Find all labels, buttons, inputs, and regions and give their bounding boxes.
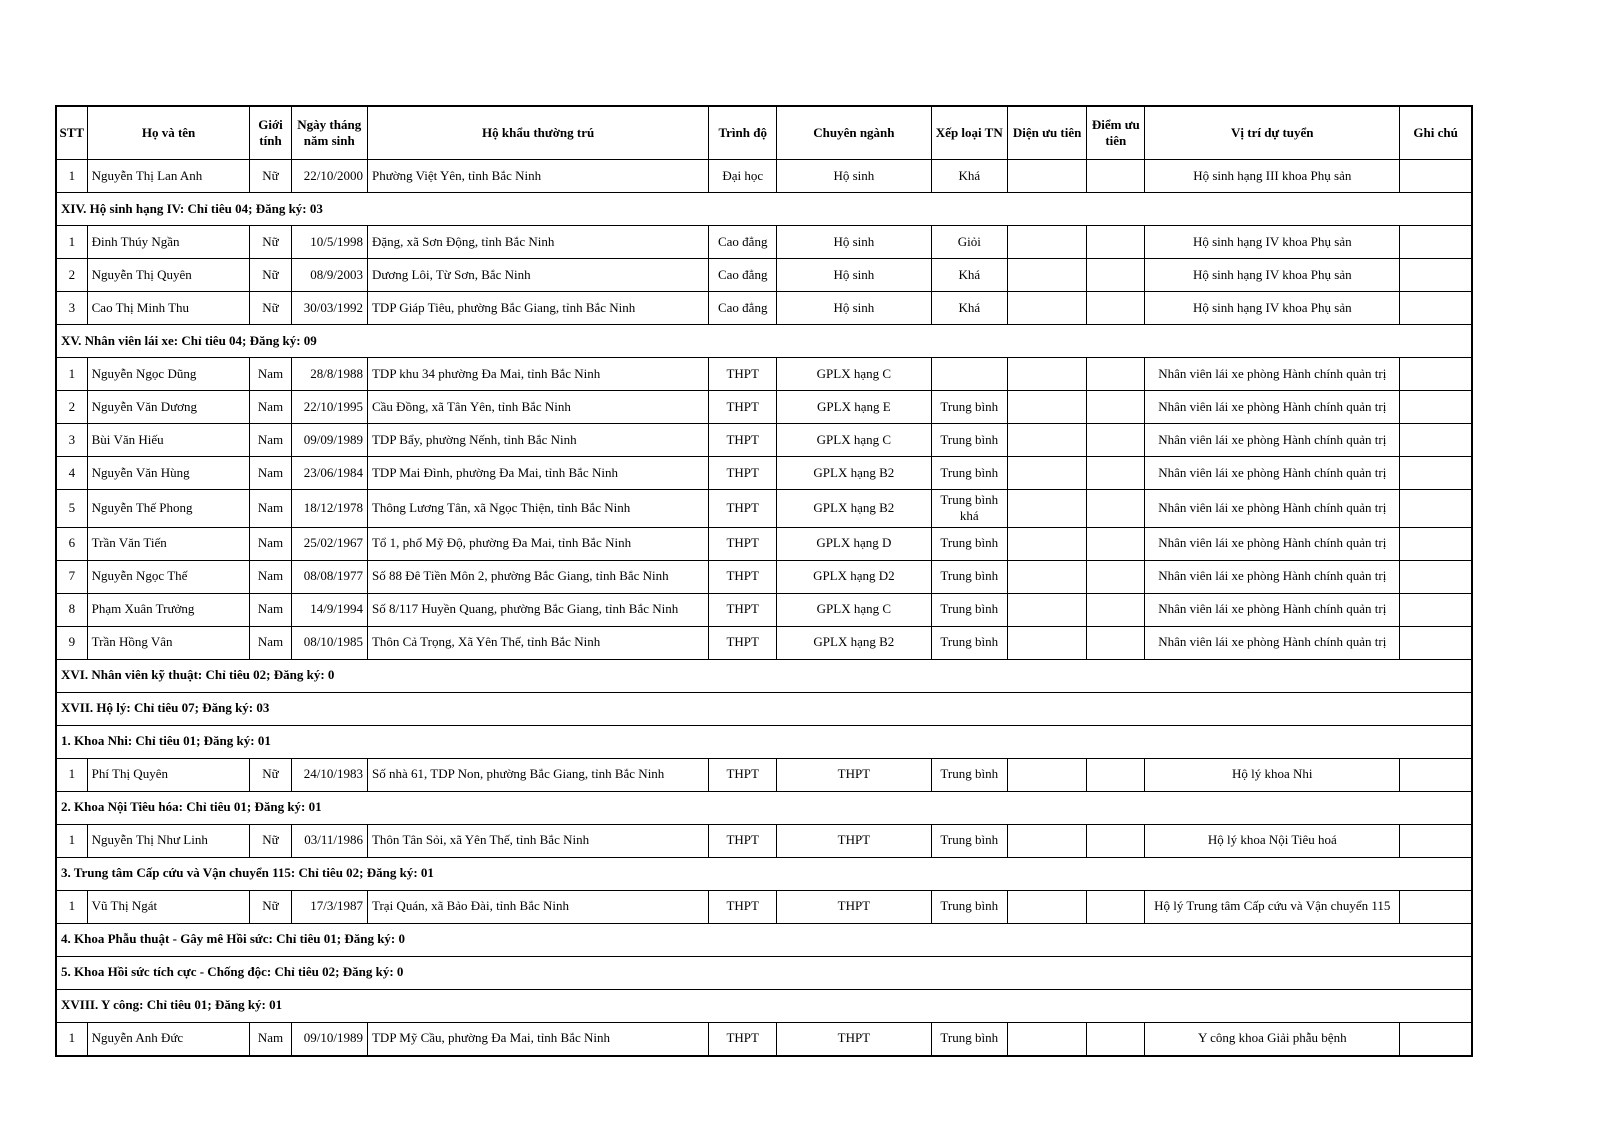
- cell-ho-va-ten: Bùi Văn Hiếu: [87, 424, 250, 457]
- cell-xep-loai-tn: [931, 358, 1007, 391]
- cell-vi-tri-du-tuyen: Nhân viên lái xe phòng Hành chính quản trị: [1145, 391, 1400, 424]
- cell-diem-uu-tien: [1087, 626, 1145, 659]
- cell-ghi-chu: [1400, 560, 1472, 593]
- cell-xep-loai-tn: Trung bình: [931, 890, 1007, 923]
- cell-ghi-chu: [1400, 758, 1472, 791]
- table-row: [56, 259, 1472, 292]
- cell-ghi-chu: [1400, 490, 1472, 528]
- cell-trinh-do: THPT: [709, 560, 777, 593]
- column-header-ngay-sinh: Ngày tháng năm sinh: [291, 106, 367, 160]
- cell-xep-loai-tn: Giỏi: [931, 226, 1007, 259]
- cell-ghi-chu: [1400, 160, 1472, 193]
- cell-gioi-tinh: Nữ: [250, 259, 291, 292]
- cell-chuyen-nganh: GPLX hạng D2: [777, 560, 931, 593]
- column-header-ghi-chu: Ghi chú: [1400, 106, 1472, 160]
- cell-dien-uu-tien: [1008, 758, 1087, 791]
- cell-stt: 1: [56, 160, 87, 193]
- column-header-vi-tri-du-tuyen: Vị trí dự tuyển: [1145, 106, 1400, 160]
- section-label: 2. Khoa Nội Tiêu hóa: Chỉ tiêu 01; Đăng ký: 01: [56, 791, 1472, 824]
- cell-chuyen-nganh: GPLX hạng C: [777, 424, 931, 457]
- cell-chuyen-nganh: Hộ sinh: [777, 292, 931, 325]
- cell-ghi-chu: [1400, 259, 1472, 292]
- table-row: [56, 424, 1472, 457]
- cell-xep-loai-tn: Trung bình: [931, 527, 1007, 560]
- cell-ngay-sinh: 24/10/1983: [291, 758, 367, 791]
- cell-ho-khau: TDP Mỹ Cầu, phường Đa Mai, tỉnh Bắc Ninh: [367, 1022, 708, 1056]
- table-row: [56, 593, 1472, 626]
- cell-ho-va-ten: Nguyễn Thị Quyên: [87, 259, 250, 292]
- cell-gioi-tinh: Nữ: [250, 890, 291, 923]
- cell-ngay-sinh: 22/10/1995: [291, 391, 367, 424]
- cell-ho-va-ten: Đinh Thúy Ngần: [87, 226, 250, 259]
- cell-vi-tri-du-tuyen: Nhân viên lái xe phòng Hành chính quản trị: [1145, 527, 1400, 560]
- table-row: [56, 824, 1472, 857]
- cell-stt: 8: [56, 593, 87, 626]
- cell-vi-tri-du-tuyen: Nhân viên lái xe phòng Hành chính quản trị: [1145, 560, 1400, 593]
- cell-xep-loai-tn: Khá: [931, 259, 1007, 292]
- cell-stt: 6: [56, 527, 87, 560]
- cell-trinh-do: THPT: [709, 490, 777, 528]
- cell-vi-tri-du-tuyen: Hộ lý khoa Nhi: [1145, 758, 1400, 791]
- cell-xep-loai-tn: Trung bình: [931, 824, 1007, 857]
- cell-ho-va-ten: Trần Văn Tiến: [87, 527, 250, 560]
- column-header-ho-va-ten: Họ và tên: [87, 106, 250, 160]
- section-row: [56, 989, 1472, 1022]
- cell-vi-tri-du-tuyen: Hộ sinh hạng IV khoa Phụ sản: [1145, 259, 1400, 292]
- cell-chuyen-nganh: GPLX hạng B2: [777, 457, 931, 490]
- cell-ho-va-ten: Phí Thị Quyên: [87, 758, 250, 791]
- cell-chuyen-nganh: THPT: [777, 890, 931, 923]
- cell-vi-tri-du-tuyen: Nhân viên lái xe phòng Hành chính quản trị: [1145, 593, 1400, 626]
- cell-trinh-do: THPT: [709, 527, 777, 560]
- cell-ngay-sinh: 03/11/1986: [291, 824, 367, 857]
- column-header-diem-uu-tien: Điểm ưu tiên: [1087, 106, 1145, 160]
- section-label: XIV. Hộ sinh hạng IV: Chỉ tiêu 04; Đăng ký: 03: [56, 193, 1472, 226]
- cell-trinh-do: THPT: [709, 457, 777, 490]
- section-row: [56, 659, 1472, 692]
- cell-ngay-sinh: 22/10/2000: [291, 160, 367, 193]
- cell-ho-khau: Đặng, xã Sơn Động, tỉnh Bắc Ninh: [367, 226, 708, 259]
- cell-gioi-tinh: Nam: [250, 593, 291, 626]
- section-label: XVI. Nhân viên kỹ thuật: Chỉ tiêu 02; Đăng ký: 0: [56, 659, 1472, 692]
- cell-gioi-tinh: Nữ: [250, 226, 291, 259]
- cell-ho-va-ten: Nguyễn Thế Phong: [87, 490, 250, 528]
- cell-trinh-do: Cao đẳng: [709, 226, 777, 259]
- cell-diem-uu-tien: [1087, 424, 1145, 457]
- table-row: [56, 226, 1472, 259]
- cell-chuyen-nganh: GPLX hạng C: [777, 593, 931, 626]
- cell-chuyen-nganh: THPT: [777, 758, 931, 791]
- cell-vi-tri-du-tuyen: Nhân viên lái xe phòng Hành chính quản trị: [1145, 490, 1400, 528]
- cell-ho-va-ten: Nguyễn Ngọc Dũng: [87, 358, 250, 391]
- header-row: [56, 106, 1472, 160]
- cell-vi-tri-du-tuyen: Nhân viên lái xe phòng Hành chính quản trị: [1145, 358, 1400, 391]
- table-row: [56, 890, 1472, 923]
- cell-dien-uu-tien: [1008, 358, 1087, 391]
- table-row: [56, 626, 1472, 659]
- section-row: [56, 692, 1472, 725]
- cell-chuyen-nganh: GPLX hạng B2: [777, 626, 931, 659]
- section-label: 4. Khoa Phẫu thuật - Gây mê Hồi sức: Chỉ tiêu 01; Đăng ký: 0: [56, 923, 1472, 956]
- cell-ho-va-ten: Phạm Xuân Trưởng: [87, 593, 250, 626]
- cell-dien-uu-tien: [1008, 391, 1087, 424]
- cell-dien-uu-tien: [1008, 457, 1087, 490]
- cell-dien-uu-tien: [1008, 292, 1087, 325]
- section-label: 1. Khoa Nhi: Chỉ tiêu 01; Đăng ký: 01: [56, 725, 1472, 758]
- cell-ghi-chu: [1400, 457, 1472, 490]
- cell-diem-uu-tien: [1087, 490, 1145, 528]
- cell-dien-uu-tien: [1008, 160, 1087, 193]
- cell-ghi-chu: [1400, 226, 1472, 259]
- cell-ho-khau: Phường Việt Yên, tỉnh Bắc Ninh: [367, 160, 708, 193]
- cell-ho-khau: Thôn Cả Trọng, Xã Yên Thế, tỉnh Bắc Ninh: [367, 626, 708, 659]
- cell-ho-va-ten: Nguyễn Văn Hùng: [87, 457, 250, 490]
- cell-dien-uu-tien: [1008, 490, 1087, 528]
- cell-trinh-do: THPT: [709, 890, 777, 923]
- cell-diem-uu-tien: [1087, 226, 1145, 259]
- cell-xep-loai-tn: Khá: [931, 292, 1007, 325]
- cell-vi-tri-du-tuyen: Nhân viên lái xe phòng Hành chính quản trị: [1145, 457, 1400, 490]
- cell-dien-uu-tien: [1008, 824, 1087, 857]
- cell-chuyen-nganh: GPLX hạng D: [777, 527, 931, 560]
- cell-trinh-do: THPT: [709, 824, 777, 857]
- cell-ho-khau: TDP Mai Đình, phường Đa Mai, tỉnh Bắc Ninh: [367, 457, 708, 490]
- cell-diem-uu-tien: [1087, 560, 1145, 593]
- cell-vi-tri-du-tuyen: Y công khoa Giải phẫu bệnh: [1145, 1022, 1400, 1056]
- cell-gioi-tinh: Nam: [250, 490, 291, 528]
- cell-stt: 7: [56, 560, 87, 593]
- cell-diem-uu-tien: [1087, 527, 1145, 560]
- cell-chuyen-nganh: THPT: [777, 1022, 931, 1056]
- cell-vi-tri-du-tuyen: Hộ sinh hạng III khoa Phụ sản: [1145, 160, 1400, 193]
- cell-ghi-chu: [1400, 593, 1472, 626]
- cell-trinh-do: THPT: [709, 424, 777, 457]
- section-label: XVIII. Y công: Chỉ tiêu 01; Đăng ký: 01: [56, 989, 1472, 1022]
- cell-stt: 1: [56, 226, 87, 259]
- cell-diem-uu-tien: [1087, 890, 1145, 923]
- cell-dien-uu-tien: [1008, 890, 1087, 923]
- cell-ngay-sinh: 14/9/1994: [291, 593, 367, 626]
- column-header-ho-khau: Hộ khẩu thường trú: [367, 106, 708, 160]
- column-header-chuyen-nganh: Chuyên ngành: [777, 106, 931, 160]
- section-row: [56, 923, 1472, 956]
- cell-ngay-sinh: 09/09/1989: [291, 424, 367, 457]
- cell-dien-uu-tien: [1008, 560, 1087, 593]
- section-label: 3. Trung tâm Cấp cứu và Vận chuyển 115: Chỉ tiêu 02; Đăng ký: 01: [56, 857, 1472, 890]
- cell-ho-khau: Trại Quán, xã Bảo Đài, tỉnh Bắc Ninh: [367, 890, 708, 923]
- section-row: [56, 325, 1472, 358]
- cell-trinh-do: Đại học: [709, 160, 777, 193]
- cell-ho-va-ten: Nguyễn Ngọc Thế: [87, 560, 250, 593]
- section-label: XV. Nhân viên lái xe: Chỉ tiêu 04; Đăng ký: 09: [56, 325, 1472, 358]
- cell-gioi-tinh: Nữ: [250, 824, 291, 857]
- cell-stt: 2: [56, 259, 87, 292]
- section-row: [56, 193, 1472, 226]
- cell-xep-loai-tn: Khá: [931, 160, 1007, 193]
- cell-ghi-chu: [1400, 1022, 1472, 1056]
- cell-diem-uu-tien: [1087, 160, 1145, 193]
- recruitment-table: [55, 105, 1473, 1057]
- section-label: 5. Khoa Hồi sức tích cực - Chống độc: Chỉ tiêu 02; Đăng ký: 0: [56, 956, 1472, 989]
- cell-trinh-do: Cao đẳng: [709, 292, 777, 325]
- cell-ho-va-ten: Nguyễn Thị Lan Anh: [87, 160, 250, 193]
- table-row: [56, 160, 1472, 193]
- cell-diem-uu-tien: [1087, 758, 1145, 791]
- cell-stt: 5: [56, 490, 87, 528]
- cell-ho-khau: Thôn Tân Sỏi, xã Yên Thế, tỉnh Bắc Ninh: [367, 824, 708, 857]
- cell-xep-loai-tn: Trung bình: [931, 1022, 1007, 1056]
- cell-xep-loai-tn: Trung bình: [931, 758, 1007, 791]
- cell-dien-uu-tien: [1008, 593, 1087, 626]
- cell-dien-uu-tien: [1008, 259, 1087, 292]
- cell-diem-uu-tien: [1087, 292, 1145, 325]
- cell-chuyen-nganh: Hộ sinh: [777, 259, 931, 292]
- table-row: [56, 490, 1472, 528]
- cell-trinh-do: THPT: [709, 626, 777, 659]
- cell-stt: 4: [56, 457, 87, 490]
- cell-ghi-chu: [1400, 391, 1472, 424]
- cell-diem-uu-tien: [1087, 391, 1145, 424]
- cell-gioi-tinh: Nam: [250, 560, 291, 593]
- cell-ngay-sinh: 30/03/1992: [291, 292, 367, 325]
- cell-trinh-do: THPT: [709, 391, 777, 424]
- cell-chuyen-nganh: Hộ sinh: [777, 160, 931, 193]
- cell-ho-khau: Thông Lương Tân, xã Ngọc Thiện, tỉnh Bắc Ninh: [367, 490, 708, 528]
- cell-chuyen-nganh: GPLX hạng C: [777, 358, 931, 391]
- cell-xep-loai-tn: Trung bình: [931, 560, 1007, 593]
- cell-ho-khau: Số 88 Đê Tiền Môn 2, phường Bắc Giang, tỉnh Bắc Ninh: [367, 560, 708, 593]
- cell-gioi-tinh: Nam: [250, 424, 291, 457]
- cell-dien-uu-tien: [1008, 626, 1087, 659]
- cell-ho-va-ten: Nguyễn Văn Dương: [87, 391, 250, 424]
- cell-trinh-do: THPT: [709, 758, 777, 791]
- cell-xep-loai-tn: Trung bình: [931, 391, 1007, 424]
- cell-ngay-sinh: 08/9/2003: [291, 259, 367, 292]
- cell-gioi-tinh: Nữ: [250, 160, 291, 193]
- cell-diem-uu-tien: [1087, 259, 1145, 292]
- cell-ngay-sinh: 08/10/1985: [291, 626, 367, 659]
- cell-ho-va-ten: Trần Hồng Vân: [87, 626, 250, 659]
- cell-vi-tri-du-tuyen: Hộ lý Trung tâm Cấp cứu và Vận chuyển 115: [1145, 890, 1400, 923]
- cell-gioi-tinh: Nam: [250, 626, 291, 659]
- cell-trinh-do: Cao đẳng: [709, 259, 777, 292]
- section-row: [56, 956, 1472, 989]
- section-row: [56, 791, 1472, 824]
- cell-stt: 2: [56, 391, 87, 424]
- cell-ngay-sinh: 25/02/1967: [291, 527, 367, 560]
- cell-vi-tri-du-tuyen: Hộ sinh hạng IV khoa Phụ sản: [1145, 292, 1400, 325]
- cell-vi-tri-du-tuyen: Nhân viên lái xe phòng Hành chính quản trị: [1145, 626, 1400, 659]
- section-row: [56, 857, 1472, 890]
- cell-gioi-tinh: Nam: [250, 1022, 291, 1056]
- cell-stt: 1: [56, 824, 87, 857]
- cell-dien-uu-tien: [1008, 226, 1087, 259]
- cell-ho-va-ten: Cao Thị Minh Thu: [87, 292, 250, 325]
- cell-xep-loai-tn: Trung bình: [931, 424, 1007, 457]
- cell-ho-va-ten: Nguyễn Anh Đức: [87, 1022, 250, 1056]
- cell-chuyen-nganh: GPLX hạng E: [777, 391, 931, 424]
- cell-stt: 1: [56, 1022, 87, 1056]
- cell-gioi-tinh: Nam: [250, 457, 291, 490]
- cell-diem-uu-tien: [1087, 1022, 1145, 1056]
- table-row: [56, 292, 1472, 325]
- table-header: [56, 106, 1472, 160]
- cell-stt: 1: [56, 890, 87, 923]
- cell-ho-khau: Dương Lôi, Từ Sơn, Bắc Ninh: [367, 259, 708, 292]
- cell-ho-khau: Số nhà 61, TDP Non, phường Bắc Giang, tỉnh Bắc Ninh: [367, 758, 708, 791]
- cell-dien-uu-tien: [1008, 1022, 1087, 1056]
- cell-ho-va-ten: Nguyễn Thị Như Linh: [87, 824, 250, 857]
- cell-diem-uu-tien: [1087, 824, 1145, 857]
- cell-xep-loai-tn: Trung bình: [931, 593, 1007, 626]
- cell-ngay-sinh: 09/10/1989: [291, 1022, 367, 1056]
- cell-xep-loai-tn: Trung bình: [931, 626, 1007, 659]
- cell-stt: 3: [56, 292, 87, 325]
- cell-vi-tri-du-tuyen: Nhân viên lái xe phòng Hành chính quản trị: [1145, 424, 1400, 457]
- table-row: [56, 457, 1472, 490]
- cell-ho-khau: TDP khu 34 phường Đa Mai, tỉnh Bắc Ninh: [367, 358, 708, 391]
- table-row: [56, 758, 1472, 791]
- section-row: [56, 725, 1472, 758]
- cell-ghi-chu: [1400, 824, 1472, 857]
- cell-xep-loai-tn: Trung bình khá: [931, 490, 1007, 528]
- table-row: [56, 527, 1472, 560]
- cell-chuyen-nganh: Hộ sinh: [777, 226, 931, 259]
- table-row: [56, 1022, 1472, 1056]
- table-row: [56, 560, 1472, 593]
- cell-ngay-sinh: 17/3/1987: [291, 890, 367, 923]
- column-header-gioi-tinh: Giới tính: [250, 106, 291, 160]
- cell-gioi-tinh: Nam: [250, 358, 291, 391]
- column-header-xep-loai-tn: Xếp loại TN: [931, 106, 1007, 160]
- table-body: [56, 160, 1472, 1056]
- cell-gioi-tinh: Nữ: [250, 758, 291, 791]
- cell-trinh-do: THPT: [709, 1022, 777, 1056]
- cell-ho-khau: TDP Giáp Tiêu, phường Bắc Giang, tỉnh Bắc Ninh: [367, 292, 708, 325]
- column-header-trinh-do: Trình độ: [709, 106, 777, 160]
- column-header-stt: STT: [56, 106, 87, 160]
- cell-ghi-chu: [1400, 292, 1472, 325]
- cell-ho-khau: Số 8/117 Huyền Quang, phường Bắc Giang, tỉnh Bắc Ninh: [367, 593, 708, 626]
- cell-ngay-sinh: 10/5/1998: [291, 226, 367, 259]
- cell-xep-loai-tn: Trung bình: [931, 457, 1007, 490]
- cell-stt: 9: [56, 626, 87, 659]
- cell-dien-uu-tien: [1008, 527, 1087, 560]
- cell-vi-tri-du-tuyen: Hộ lý khoa Nội Tiêu hoá: [1145, 824, 1400, 857]
- cell-ho-va-ten: Vũ Thị Ngát: [87, 890, 250, 923]
- cell-trinh-do: THPT: [709, 358, 777, 391]
- cell-ngay-sinh: 28/8/1988: [291, 358, 367, 391]
- column-header-dien-uu-tien: Diện ưu tiên: [1008, 106, 1087, 160]
- cell-gioi-tinh: Nam: [250, 527, 291, 560]
- cell-vi-tri-du-tuyen: Hộ sinh hạng IV khoa Phụ sản: [1145, 226, 1400, 259]
- cell-gioi-tinh: Nữ: [250, 292, 291, 325]
- cell-ghi-chu: [1400, 626, 1472, 659]
- cell-chuyen-nganh: GPLX hạng B2: [777, 490, 931, 528]
- cell-diem-uu-tien: [1087, 358, 1145, 391]
- section-label: XVII. Hộ lý: Chỉ tiêu 07; Đăng ký: 03: [56, 692, 1472, 725]
- cell-dien-uu-tien: [1008, 424, 1087, 457]
- cell-diem-uu-tien: [1087, 593, 1145, 626]
- cell-chuyen-nganh: THPT: [777, 824, 931, 857]
- cell-ghi-chu: [1400, 424, 1472, 457]
- cell-stt: 1: [56, 358, 87, 391]
- cell-stt: 3: [56, 424, 87, 457]
- cell-gioi-tinh: Nam: [250, 391, 291, 424]
- cell-diem-uu-tien: [1087, 457, 1145, 490]
- cell-stt: 1: [56, 758, 87, 791]
- table-row: [56, 358, 1472, 391]
- cell-ho-khau: Tổ 1, phố Mỹ Độ, phường Đa Mai, tỉnh Bắc Ninh: [367, 527, 708, 560]
- cell-ghi-chu: [1400, 527, 1472, 560]
- cell-ghi-chu: [1400, 890, 1472, 923]
- cell-ghi-chu: [1400, 358, 1472, 391]
- cell-ho-khau: TDP Bẩy, phường Nếnh, tỉnh Bắc Ninh: [367, 424, 708, 457]
- cell-trinh-do: THPT: [709, 593, 777, 626]
- table-row: [56, 391, 1472, 424]
- cell-ho-khau: Cầu Đồng, xã Tân Yên, tỉnh Bắc Ninh: [367, 391, 708, 424]
- cell-ngay-sinh: 23/06/1984: [291, 457, 367, 490]
- cell-ngay-sinh: 18/12/1978: [291, 490, 367, 528]
- cell-ngay-sinh: 08/08/1977: [291, 560, 367, 593]
